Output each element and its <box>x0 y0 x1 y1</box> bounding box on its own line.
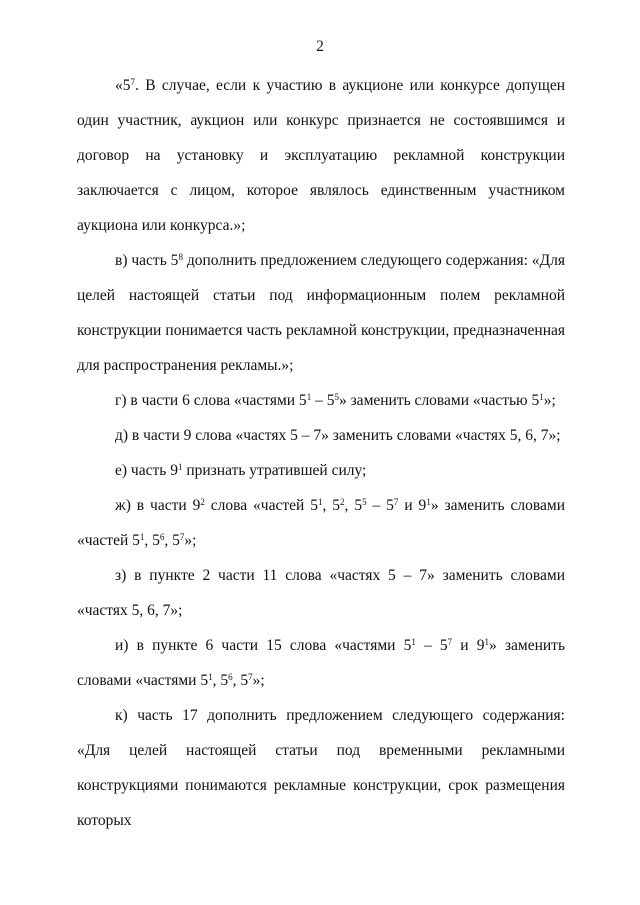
text-run: ж) в части 9 <box>115 497 201 514</box>
text-run: , 5 <box>212 672 229 689</box>
superscript-index: 1 <box>177 462 183 473</box>
paragraph-item-e <box>77 453 565 488</box>
superscript-index: 1 <box>208 672 213 683</box>
superscript-index: 5 <box>334 392 339 403</box>
text-run: , 5 <box>344 497 363 514</box>
superscript-index: 1 <box>139 532 145 543</box>
text-run: «5 <box>115 77 131 94</box>
superscript-index: 7 <box>179 532 185 543</box>
superscript-index: 7 <box>447 637 453 648</box>
text-run: , 5 <box>164 532 180 549</box>
superscript-index: 7 <box>393 497 399 508</box>
text-run: к) часть 17 дополнить предложением следующего содержания: «Для целей настоящей статьи под временными рекламными конструкциями понимаются рекламные конструкции, срок размещения которых <box>77 707 565 829</box>
paragraph-item-k <box>77 698 565 838</box>
text-run: – 5 <box>311 392 335 409</box>
superscript-index: 1 <box>411 637 416 648</box>
text-run: слова «частей 5 <box>204 497 318 514</box>
superscript-index: 8 <box>178 252 183 263</box>
text-run: – 5 <box>366 497 394 514</box>
document-body <box>77 68 565 838</box>
text-run: признать утратившей силу; <box>182 462 367 479</box>
text-run: »; <box>543 392 556 409</box>
paragraph-item-v <box>77 243 565 383</box>
superscript-index: 2 <box>340 497 345 508</box>
paragraph-item-z <box>77 558 565 628</box>
text-run: е) часть 9 <box>115 462 178 479</box>
text-run: . В случае, если к участию в аукционе или конкурсе допущен один участник, аукцион или конкурс признается не состоявшимся и договор на установку и эксплуатацию рекламной конструкции заключается с лицом, которое являлось единственным участником аукциона или конкурса.»; <box>77 77 565 234</box>
superscript-index: 1 <box>317 497 323 508</box>
text-run: д) в части 9 слова «частях 5 – 7» заменить словами «частях 5, 6, 7»; <box>115 427 561 444</box>
text-run: и 9 <box>398 497 427 514</box>
paragraph-item-zh <box>77 488 565 558</box>
text-run: в) часть 5 <box>115 252 179 269</box>
superscript-index: 6 <box>228 672 233 683</box>
text-run: дополнить предложением следующего содержания: «Для целей настоящей статьи под информационным полем рекламной конструкции понимается часть рекламной конструкции, предназначенная для распространения рекламы.»; <box>77 252 565 374</box>
paragraph-item-g <box>77 383 565 418</box>
superscript-index: 6 <box>159 532 165 543</box>
superscript-index: 1 <box>484 637 489 648</box>
text-run: » заменить словами «частей 5 <box>77 497 565 549</box>
text-run: »; <box>184 532 197 549</box>
superscript-index: 7 <box>248 672 253 683</box>
text-run: – 5 <box>415 637 448 654</box>
text-run: » заменить словами «частью 5 <box>338 392 540 409</box>
superscript-index: 1 <box>426 497 431 508</box>
superscript-index: 7 <box>130 77 135 88</box>
text-run: » заменить словами «частями 5 <box>77 637 566 689</box>
superscript-index: 1 <box>539 392 544 403</box>
text-run: и 9 <box>452 637 485 654</box>
paragraph-amendment-5-7 <box>77 68 565 243</box>
text-run: , 5 <box>322 497 341 514</box>
text-run: , 5 <box>144 532 160 549</box>
text-run: з) в пункте 2 части 11 слова «частях 5 – 7» заменить словами «частях 5, 6, 7»; <box>77 567 565 619</box>
text-run: »; <box>252 672 265 689</box>
text-run: и) в пункте 6 части 15 слова «частями 5 <box>115 637 412 654</box>
superscript-index: 2 <box>200 497 205 508</box>
paragraph-item-d <box>77 418 565 453</box>
text-run: , 5 <box>232 672 249 689</box>
text-run: г) в части 6 слова «частями 5 <box>115 392 307 409</box>
superscript-index: 5 <box>362 497 367 508</box>
superscript-index: 1 <box>306 392 312 403</box>
page-number: 2 <box>316 38 324 55</box>
paragraph-item-i <box>77 628 565 698</box>
